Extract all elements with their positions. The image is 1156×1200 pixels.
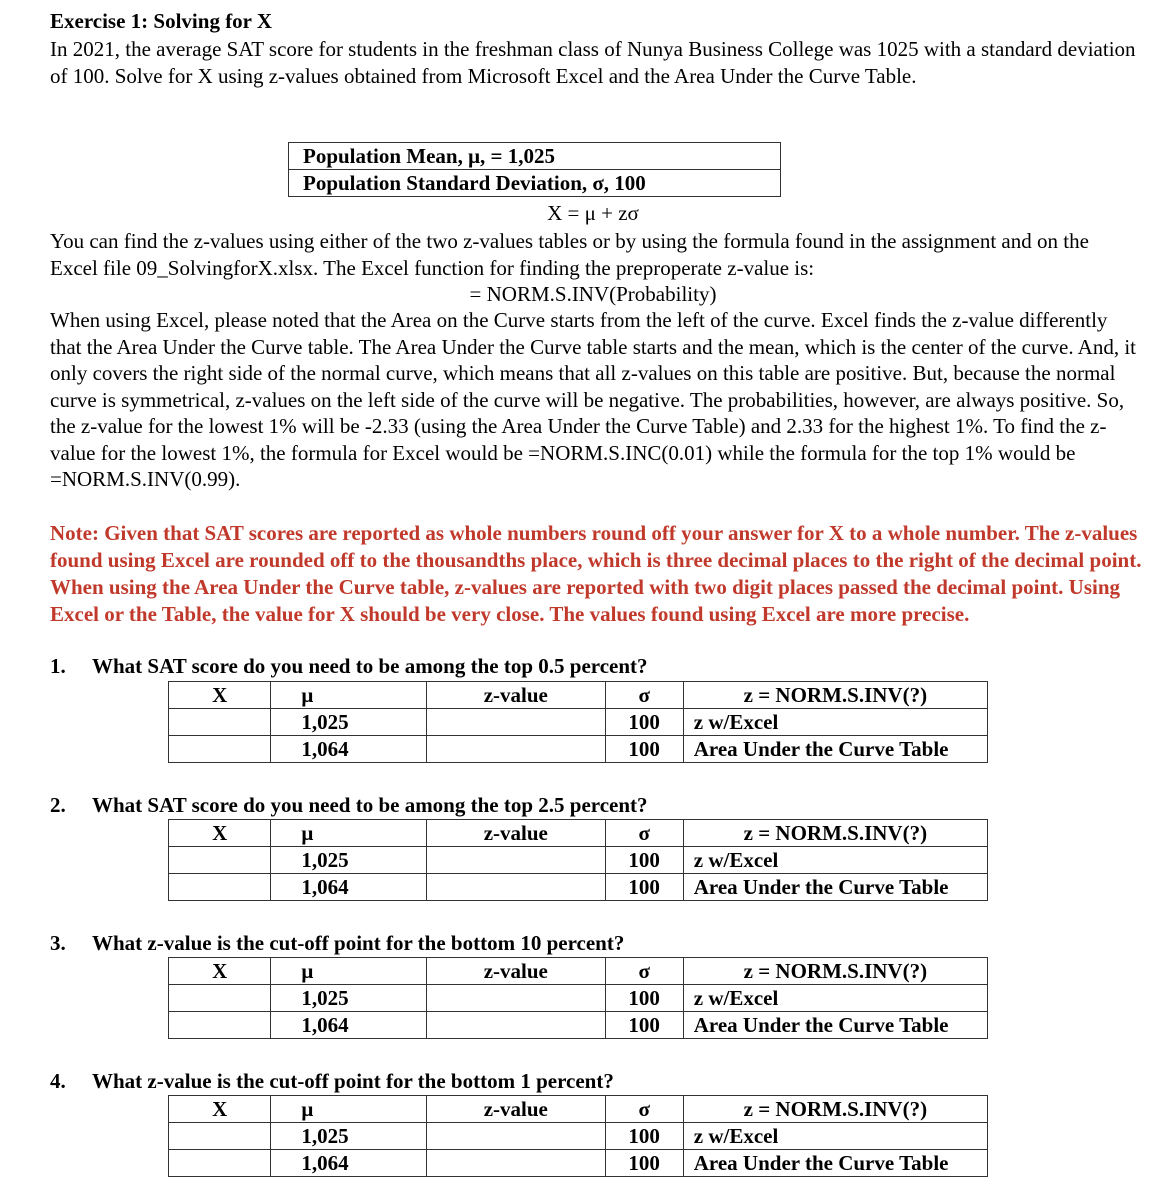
sigma-cell: 100 bbox=[605, 709, 683, 736]
header-z: z-value bbox=[426, 958, 605, 985]
method-cell: Area Under the Curve Table bbox=[683, 1150, 987, 1177]
note-paragraph: Note: Given that SAT scores are reported as whole numbers round off your answer for X to a whole number. The z-values found using Excel are rounded off to the thousandths place, which is three decimal places to the right of the decimal point. When using the Area Under the Curve table, z-values are reported with two digit places passed the decimal point. Using Excel or the Table, the value for X should be very close. The values found using Excel are more precise. bbox=[50, 521, 1142, 626]
z-cell[interactable] bbox=[426, 985, 605, 1012]
sigma-cell: 100 bbox=[605, 985, 683, 1012]
x-formula: X = μ + zσ bbox=[547, 201, 639, 225]
question-text: What z-value is the cut-off point for the bottom 1 percent? bbox=[92, 1069, 614, 1093]
z-cell[interactable] bbox=[426, 1012, 605, 1039]
table-row bbox=[169, 985, 988, 1012]
table-row bbox=[169, 874, 988, 901]
header-sigma: σ bbox=[605, 1096, 683, 1123]
question-2-table bbox=[168, 819, 988, 901]
table-header-row bbox=[169, 682, 988, 709]
question-number: 3. bbox=[50, 931, 66, 955]
question-number: 4. bbox=[50, 1069, 66, 1093]
header-sigma: σ bbox=[605, 958, 683, 985]
header-x: X bbox=[169, 958, 271, 985]
question-1 bbox=[50, 653, 648, 679]
exercise-title: Exercise 1: Solving for X bbox=[50, 9, 273, 33]
x-cell[interactable] bbox=[169, 847, 271, 874]
header-z: z-value bbox=[426, 1096, 605, 1123]
header-sigma: σ bbox=[605, 682, 683, 709]
table-row bbox=[169, 1012, 988, 1039]
x-cell[interactable] bbox=[169, 736, 271, 763]
header-mu: μ bbox=[271, 820, 427, 847]
x-cell[interactable] bbox=[169, 709, 271, 736]
method-cell: z w/Excel bbox=[683, 1123, 987, 1150]
question-1-table bbox=[168, 681, 988, 763]
mu-cell: 1,025 bbox=[271, 1123, 427, 1150]
population-sd: Population Standard Deviation, σ, 100 bbox=[289, 170, 781, 197]
question-3 bbox=[50, 930, 624, 956]
excel-explanation-paragraph: When using Excel, please noted that the Area on the Curve starts from the left of the curve. Excel finds the z-value differently that the Area Under the Curve table. The Area Under the Curve table starts and the mean, which is the center of the curve. And, it only covers the right side of the normal curve, which means that all z-values on this table are positive. But, because the normal curve is symmetrical, z-values on the left side of the curve will be negative. The probabilities, however, are always positive. So, the z-value for the lowest 1% will be -2.33 (using the Area Under the Curve Table) and 2.33 for the highest 1%. To find the z-value for the lowest 1%, the formula for Excel would be =NORM.S.INC(0.01) while the formula for the top 1% would be =NORM.S.INV(0.99). bbox=[50, 308, 1136, 491]
header-sigma: σ bbox=[605, 820, 683, 847]
header-method: z = NORM.S.INV(?) bbox=[683, 682, 987, 709]
header-z: z-value bbox=[426, 820, 605, 847]
mu-cell: 1,025 bbox=[271, 709, 427, 736]
question-4-table bbox=[168, 1095, 988, 1177]
header-method: z = NORM.S.INV(?) bbox=[683, 1096, 987, 1123]
mu-cell: 1,064 bbox=[271, 874, 427, 901]
sigma-cell: 100 bbox=[605, 736, 683, 763]
method-cell: z w/Excel bbox=[683, 985, 987, 1012]
table-row bbox=[169, 847, 988, 874]
mu-cell: 1,025 bbox=[271, 985, 427, 1012]
x-cell[interactable] bbox=[169, 874, 271, 901]
header-method: z = NORM.S.INV(?) bbox=[683, 820, 987, 847]
sigma-cell: 100 bbox=[605, 1150, 683, 1177]
table-header-row bbox=[169, 958, 988, 985]
z-cell[interactable] bbox=[426, 847, 605, 874]
mu-cell: 1,064 bbox=[271, 1012, 427, 1039]
header-x: X bbox=[169, 1096, 271, 1123]
table-header-row bbox=[169, 820, 988, 847]
intro-paragraph: In 2021, the average SAT score for students in the freshman class of Nunya Business College was 1025 with a standard deviation of 100. Solve for X using z-values obtained from Microsoft Excel and the Area Under the Curve Table. bbox=[50, 37, 1136, 88]
sigma-cell: 100 bbox=[605, 874, 683, 901]
method-cell: z w/Excel bbox=[683, 847, 987, 874]
x-cell[interactable] bbox=[169, 985, 271, 1012]
sigma-cell: 100 bbox=[605, 1012, 683, 1039]
x-cell[interactable] bbox=[169, 1012, 271, 1039]
z-cell[interactable] bbox=[426, 1150, 605, 1177]
header-x: X bbox=[169, 682, 271, 709]
method-cell: Area Under the Curve Table bbox=[683, 1012, 987, 1039]
table-row bbox=[169, 736, 988, 763]
question-text: What SAT score do you need to be among the top 2.5 percent? bbox=[92, 793, 648, 817]
z-cell[interactable] bbox=[426, 736, 605, 763]
sigma-cell: 100 bbox=[605, 847, 683, 874]
mu-cell: 1,025 bbox=[271, 847, 427, 874]
z-cell[interactable] bbox=[426, 874, 605, 901]
x-cell[interactable] bbox=[169, 1123, 271, 1150]
question-4 bbox=[50, 1068, 614, 1094]
question-number: 1. bbox=[50, 654, 66, 678]
question-text: What z-value is the cut-off point for the bottom 10 percent? bbox=[92, 931, 625, 955]
header-method: z = NORM.S.INV(?) bbox=[683, 958, 987, 985]
question-text: What SAT score do you need to be among the top 0.5 percent? bbox=[92, 654, 648, 678]
header-x: X bbox=[169, 820, 271, 847]
question-2 bbox=[50, 792, 648, 818]
method-cell: Area Under the Curve Table bbox=[683, 736, 987, 763]
z-cell[interactable] bbox=[426, 709, 605, 736]
header-mu: μ bbox=[271, 958, 427, 985]
method-cell: Area Under the Curve Table bbox=[683, 874, 987, 901]
mu-cell: 1,064 bbox=[271, 736, 427, 763]
table-row bbox=[169, 709, 988, 736]
table-header-row bbox=[169, 1096, 988, 1123]
population-mean: Population Mean, μ, = 1,025 bbox=[289, 143, 781, 170]
x-cell[interactable] bbox=[169, 1150, 271, 1177]
method-cell: z w/Excel bbox=[683, 709, 987, 736]
header-mu: μ bbox=[271, 1096, 427, 1123]
table-row bbox=[169, 1150, 988, 1177]
excel-formula: = NORM.S.INV(Probability) bbox=[469, 282, 717, 306]
question-number: 2. bbox=[50, 793, 66, 817]
question-3-table bbox=[168, 957, 988, 1039]
zvalue-paragraph: You can find the z-values using either of the two z-values tables or by using the formula found in the assignment and on the Excel file 09_SolvingforX.xlsx. The Excel function for finding the preproperate z-value is: bbox=[50, 229, 1089, 280]
population-parameters-box bbox=[288, 142, 781, 197]
header-z: z-value bbox=[426, 682, 605, 709]
header-mu: μ bbox=[271, 682, 427, 709]
table-row bbox=[169, 1123, 988, 1150]
z-cell[interactable] bbox=[426, 1123, 605, 1150]
mu-cell: 1,064 bbox=[271, 1150, 427, 1177]
sigma-cell: 100 bbox=[605, 1123, 683, 1150]
